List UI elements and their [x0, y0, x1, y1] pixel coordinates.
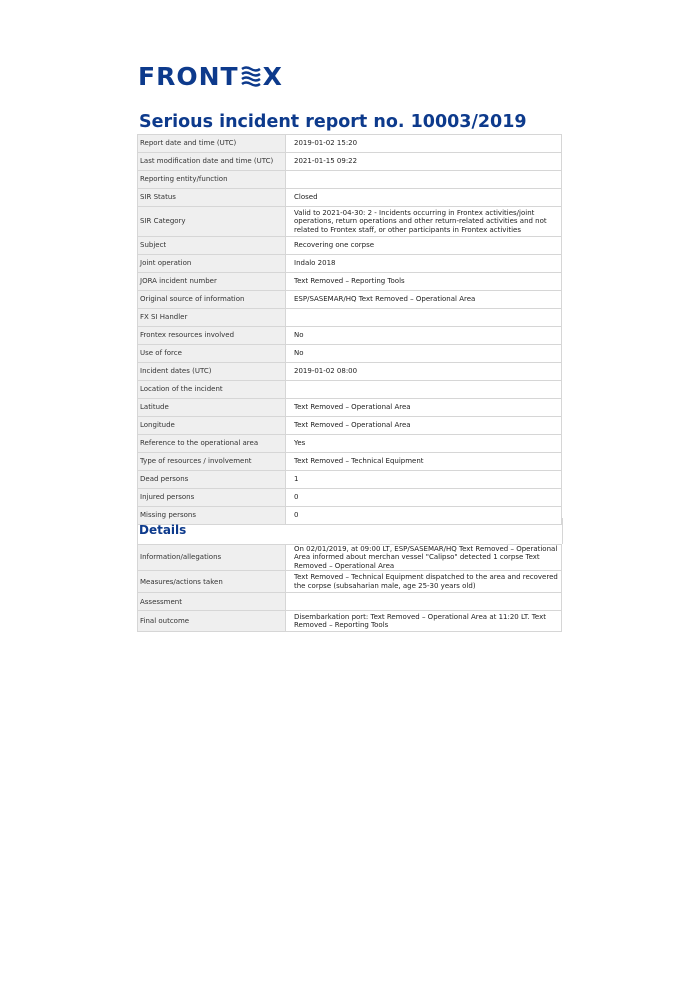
row-value: 0 [286, 507, 562, 525]
row-value: Closed [286, 189, 562, 207]
table-row [138, 255, 562, 273]
row-label: Missing persons [138, 507, 286, 525]
details-heading: Details [139, 523, 187, 537]
row-value [286, 309, 562, 327]
row-value: Disembarkation port: Text Removed – Operational Area at 11:20 LT. Text Removed – Reporting Tools [286, 611, 562, 632]
row-label: Measures/actions taken [138, 571, 286, 593]
row-label: Frontex resources involved [138, 327, 286, 345]
table-row [138, 435, 562, 453]
table-row [138, 593, 562, 611]
table-row [138, 273, 562, 291]
table-row [138, 417, 562, 435]
table-row [138, 171, 562, 189]
logo-text-front: FRONT [138, 61, 239, 91]
row-value: Text Removed – Technical Equipment dispatched to the area and recovered the corpse (subsaharian male, age 25-30 years old) [286, 571, 562, 593]
row-label: SIR Status [138, 189, 286, 207]
row-value [286, 171, 562, 189]
row-value: 0 [286, 489, 562, 507]
table-row [138, 207, 562, 237]
row-label: Longitude [138, 417, 286, 435]
row-label: Type of resources / involvement [138, 453, 286, 471]
table-row [138, 189, 562, 207]
row-label: Final outcome [138, 611, 286, 632]
table-row [138, 327, 562, 345]
row-value: Indalo 2018 [286, 255, 562, 273]
row-label: Use of force [138, 345, 286, 363]
table-row [138, 363, 562, 381]
row-label: Injured persons [138, 489, 286, 507]
row-label: Joint operation [138, 255, 286, 273]
table-row [138, 453, 562, 471]
row-value: 2019-01-02 08:00 [286, 363, 562, 381]
row-label: Assessment [138, 593, 286, 611]
table-row [138, 291, 562, 309]
row-label: Information/allegations [138, 545, 286, 571]
row-value [286, 381, 562, 399]
table-row [138, 381, 562, 399]
table-row [138, 489, 562, 507]
table-row [138, 309, 562, 327]
row-value: 2021-01-15 09:22 [286, 153, 562, 171]
row-value: Recovering one corpse [286, 237, 562, 255]
table-row [138, 399, 562, 417]
page-title: Serious incident report no. 10003/2019 [139, 112, 527, 132]
row-label: FX SI Handler [138, 309, 286, 327]
row-value: Valid to 2021-04-30: 2 - Incidents occurring in Frontex activities/joint operations, return operations and other return-related activities and not related to Frontex staff, or other participants in Frontex activities [286, 207, 562, 237]
row-label: Subject [138, 237, 286, 255]
row-value: 2019-01-02 15:20 [286, 135, 562, 153]
row-value: No [286, 327, 562, 345]
row-label: Location of the incident [138, 381, 286, 399]
row-value: Yes [286, 435, 562, 453]
table-row [138, 237, 562, 255]
row-label: Reporting entity/function [138, 171, 286, 189]
logo-wave-icon [240, 65, 262, 87]
row-value: Text Removed – Operational Area [286, 417, 562, 435]
row-value: No [286, 345, 562, 363]
table-row [138, 611, 562, 632]
table-row [138, 135, 562, 153]
row-label: Latitude [138, 399, 286, 417]
row-label: Reference to the operational area [138, 435, 286, 453]
table-row [138, 153, 562, 171]
row-value: 1 [286, 471, 562, 489]
row-value: Text Removed – Technical Equipment [286, 453, 562, 471]
row-label: Dead persons [138, 471, 286, 489]
row-label: Incident dates (UTC) [138, 363, 286, 381]
row-label: Original source of information [138, 291, 286, 309]
details-table [137, 544, 562, 632]
logo-text-x: X [262, 61, 283, 91]
frontex-logo [138, 62, 283, 90]
row-value [286, 593, 562, 611]
incident-details-table [137, 134, 562, 525]
row-value: Text Removed – Operational Area [286, 399, 562, 417]
row-value: ESP/SASEMAR/HQ Text Removed – Operational Area [286, 291, 562, 309]
table-row [138, 545, 562, 571]
details-section-frame [137, 518, 563, 544]
row-label: JORA incident number [138, 273, 286, 291]
row-label: Last modification date and time (UTC) [138, 153, 286, 171]
row-label: Report date and time (UTC) [138, 135, 286, 153]
table-row [138, 471, 562, 489]
table-row [138, 571, 562, 593]
row-label: SIR Category [138, 207, 286, 237]
row-value: Text Removed – Reporting Tools [286, 273, 562, 291]
table-row [138, 345, 562, 363]
row-value: On 02/01/2019, at 09:00 LT, ESP/SASEMAR/HQ Text Removed – Operational Area informed about merchan vessel "Calipso" detected 1 corpse Text Removed – Operational Area [286, 545, 562, 571]
